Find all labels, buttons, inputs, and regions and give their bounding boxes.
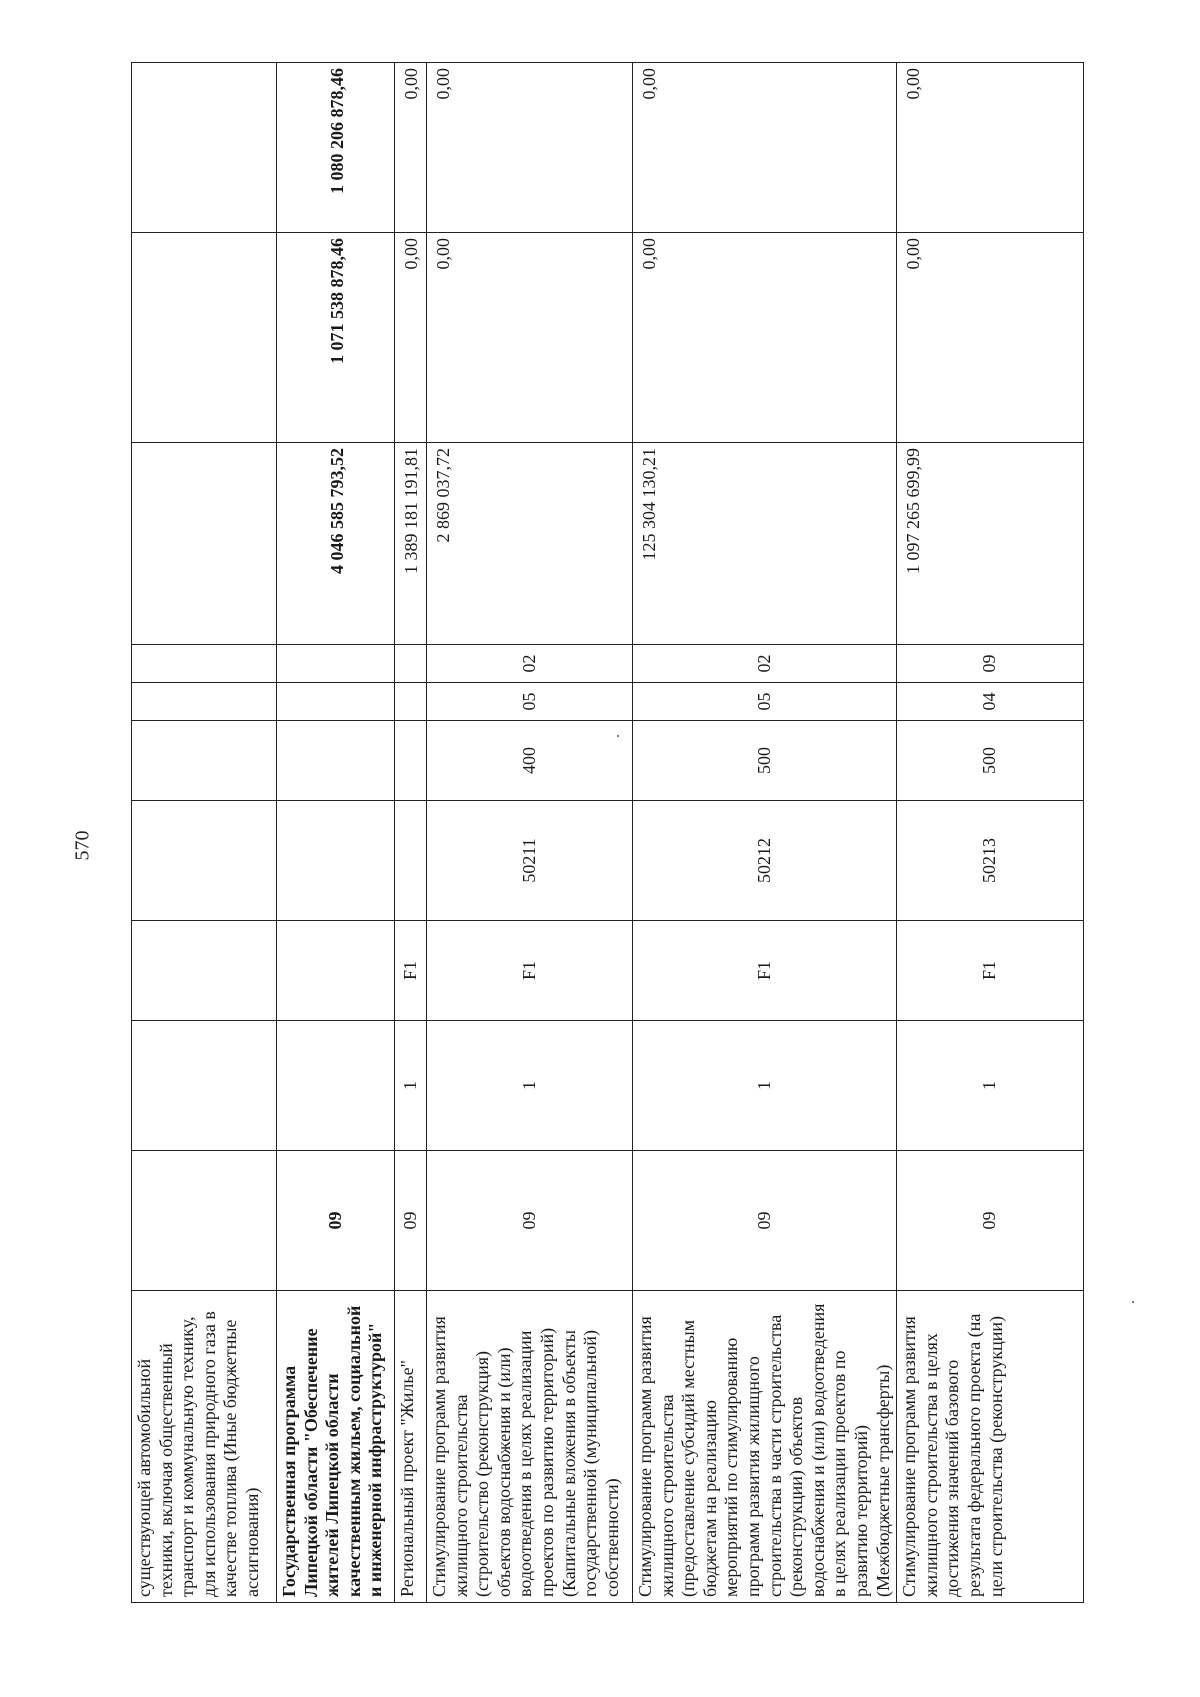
subsection-code <box>277 645 395 683</box>
amount-year-3 <box>132 63 277 233</box>
row-name: Стимулирование программ развития жилищного строительства (строительство (реконструкция) объектов водоснабжения и (или) водоотведения в целях реализации проектов по развитию территорий) (Капитальные вложения в объекты государственной (муниципальной) собственности) <box>427 1291 633 1603</box>
gp-code: 09 <box>897 1151 1084 1291</box>
subsection-code: 02 <box>427 645 633 683</box>
amount-year-2: 0,00 <box>633 233 897 443</box>
direction-code: 50213 <box>897 801 1084 921</box>
amount-year-3: 0,00 <box>897 63 1084 233</box>
amount-year-2 <box>132 233 277 443</box>
om-code: F1 <box>395 921 427 1021</box>
gp-code <box>132 1151 277 1291</box>
pp-code: 1 <box>427 1021 633 1151</box>
amount-year-2: 0,00 <box>395 233 427 443</box>
subsection-code <box>132 645 277 683</box>
budget-table-container <box>131 63 1081 1603</box>
row-name: Государственная программа Липецкой области "Обеспечение жителей Липецкой области качественным жильем, социальной и инженерной инфраструктурой" <box>277 1291 395 1603</box>
expense-type-code <box>395 721 427 801</box>
gp-code: 09 <box>395 1151 427 1291</box>
subsection-code: 09 <box>897 645 1084 683</box>
subsection-code: 02 <box>633 645 897 683</box>
amount-year-1: 1 097 265 699,99 <box>897 443 1084 645</box>
amount-year-1: 4 046 585 793,52 <box>277 443 395 645</box>
gp-code: 09 <box>633 1151 897 1291</box>
expense-type-code <box>132 721 277 801</box>
gp-code: 09 <box>427 1151 633 1291</box>
row-name: Стимулирование программ развития жилищного строительства (предоставление субсидий местным бюджетам на реализацию мероприятий по стимулированию программ развития жилищного строительства в части строительства (реконструкции) объектов водоснабжения и (или) водоотведения в целях реализации проектов по развитию территорий) (Межбюджетные трансферты) <box>633 1291 897 1603</box>
gp-code: 09 <box>277 1151 395 1291</box>
scan-speck <box>1132 1301 1134 1303</box>
section-code: 05 <box>633 683 897 721</box>
pp-code: 1 <box>897 1021 1084 1151</box>
section-code <box>132 683 277 721</box>
subsection-code <box>395 645 427 683</box>
amount-year-1: 1 389 181 191,81 <box>395 443 427 645</box>
direction-code: 50212 <box>633 801 897 921</box>
table-row <box>897 63 1084 1603</box>
om-code: F1 <box>897 921 1084 1021</box>
amount-year-1 <box>132 443 277 645</box>
direction-code <box>277 801 395 921</box>
om-code: F1 <box>633 921 897 1021</box>
expense-type-code: 400 <box>427 721 633 801</box>
table-row <box>633 63 897 1603</box>
pp-code <box>277 1021 395 1151</box>
page-number: 570 <box>71 830 94 861</box>
pp-code: 1 <box>395 1021 427 1151</box>
row-name: существующей автомобильной техники, включая общественный транспорт и коммунальную технику, для использования природного газа в качестве топлива (Иные бюджетные ассигнования) <box>132 1291 277 1603</box>
table-row <box>277 63 395 1603</box>
budget-table <box>131 62 1084 1603</box>
direction-code: 50211 <box>427 801 633 921</box>
pp-code <box>132 1021 277 1151</box>
amount-year-3: 1 080 206 878,46 <box>277 63 395 233</box>
amount-year-2: 0,00 <box>897 233 1084 443</box>
amount-year-3: 0,00 <box>633 63 897 233</box>
direction-code <box>395 801 427 921</box>
om-code <box>277 921 395 1021</box>
expense-type-code: 500 <box>897 721 1084 801</box>
om-code <box>132 921 277 1021</box>
expense-type-code <box>277 721 395 801</box>
section-code: 05 <box>427 683 633 721</box>
table-row <box>132 63 277 1603</box>
amount-year-2: 0,00 <box>427 233 633 443</box>
section-code <box>277 683 395 721</box>
amount-year-3: 0,00 <box>427 63 633 233</box>
scan-speck <box>617 735 619 737</box>
section-code: 04 <box>897 683 1084 721</box>
row-name: Региональный проект "Жилье" <box>395 1291 427 1603</box>
expense-type-code: 500 <box>633 721 897 801</box>
direction-code <box>132 801 277 921</box>
table-row <box>395 63 427 1603</box>
amount-year-3: 0,00 <box>395 63 427 233</box>
pp-code: 1 <box>633 1021 897 1151</box>
amount-year-1: 125 304 130,21 <box>633 443 897 645</box>
table-row <box>427 63 633 1603</box>
om-code: F1 <box>427 921 633 1021</box>
amount-year-1: 2 869 037,72 <box>427 443 633 645</box>
amount-year-2: 1 071 538 878,46 <box>277 233 395 443</box>
row-name: Стимулирование программ развития жилищного строительства в целях достижения значений базового результата федерального проекта (на цели строительства (реконструкции) <box>897 1291 1084 1603</box>
section-code <box>395 683 427 721</box>
